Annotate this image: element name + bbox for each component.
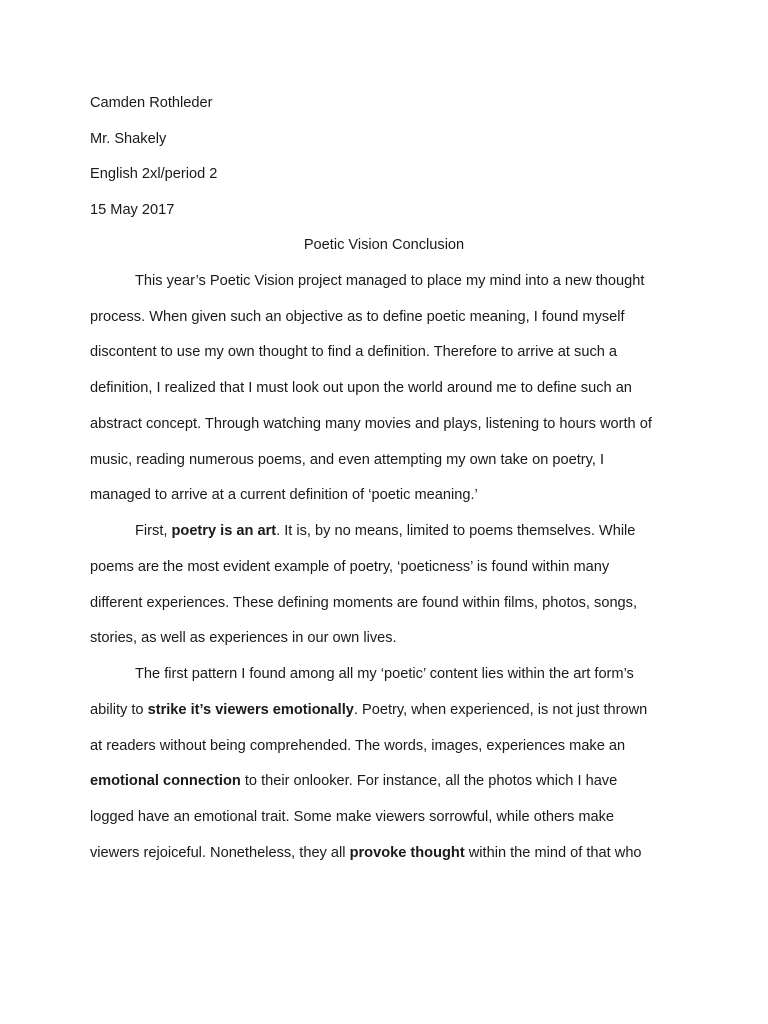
date-line: 15 May 2017 bbox=[90, 202, 175, 218]
paragraph1-line: This year’s Poetic Vision project managed to place my mind into a new thought bbox=[135, 273, 645, 289]
text-run: viewers rejoiceful. Nonetheless, they all bbox=[90, 845, 350, 861]
paragraph1-line: definition, I realized that I must look out upon the world around me to define such an bbox=[90, 380, 632, 396]
text-run: . Poetry, when experienced, is not just thrown bbox=[353, 702, 648, 718]
text-run: ability to bbox=[90, 702, 148, 718]
paragraph2-line: stories, as well as experiences in our own lives. bbox=[90, 630, 397, 646]
paragraph3-line bbox=[90, 701, 647, 719]
paragraph2-line bbox=[135, 522, 635, 540]
text-run: to their onlooker. For instance, all the photos which I have bbox=[240, 773, 618, 789]
text-run: First, bbox=[135, 523, 172, 539]
course-info: English 2xl/period 2 bbox=[90, 166, 218, 182]
paragraph3-line: logged have an emotional trait. Some make viewers sorrowful, while others make bbox=[90, 809, 614, 825]
bold-phrase: strike it’s viewers emotionally bbox=[147, 702, 354, 718]
bold-phrase: poetry is an art bbox=[171, 523, 277, 539]
document-title: Poetic Vision Conclusion bbox=[303, 237, 465, 253]
teacher-name: Mr. Shakely bbox=[90, 131, 167, 147]
paragraph1-line: music, reading numerous poems, and even attempting my own take on poetry, I bbox=[90, 452, 605, 468]
bold-phrase: emotional connection bbox=[90, 773, 241, 789]
paragraph3-line bbox=[90, 844, 642, 862]
paragraph3-line bbox=[90, 772, 617, 790]
text-run: . It is, by no means, limited to poems themselves. While bbox=[276, 523, 636, 539]
paragraph3-line: at readers without being comprehended. The words, images, experiences make an bbox=[90, 738, 626, 754]
paragraph1-line: abstract concept. Through watching many movies and plays, listening to hours worth of bbox=[90, 416, 652, 432]
paragraph1-line: managed to arrive at a current definition of ‘poetic meaning.’ bbox=[90, 487, 478, 503]
bold-phrase: provoke thought bbox=[349, 845, 465, 861]
paragraph2-line: different experiences. These defining moments are found within films, photos, songs, bbox=[90, 595, 638, 611]
student-name: Camden Rothleder bbox=[90, 95, 213, 111]
paragraph3-line: The first pattern I found among all my ‘poetic’ content lies within the art form’s bbox=[135, 666, 634, 682]
paragraph1-line: process. When given such an objective as to define poetic meaning, I found myself bbox=[90, 309, 625, 325]
paragraph2-line: poems are the most evident example of poetry, ‘poeticness’ is found within many bbox=[90, 559, 610, 575]
text-run: within the mind of that who bbox=[464, 845, 642, 861]
paragraph1-line: discontent to use my own thought to find a definition. Therefore to arrive at such a bbox=[90, 344, 618, 360]
